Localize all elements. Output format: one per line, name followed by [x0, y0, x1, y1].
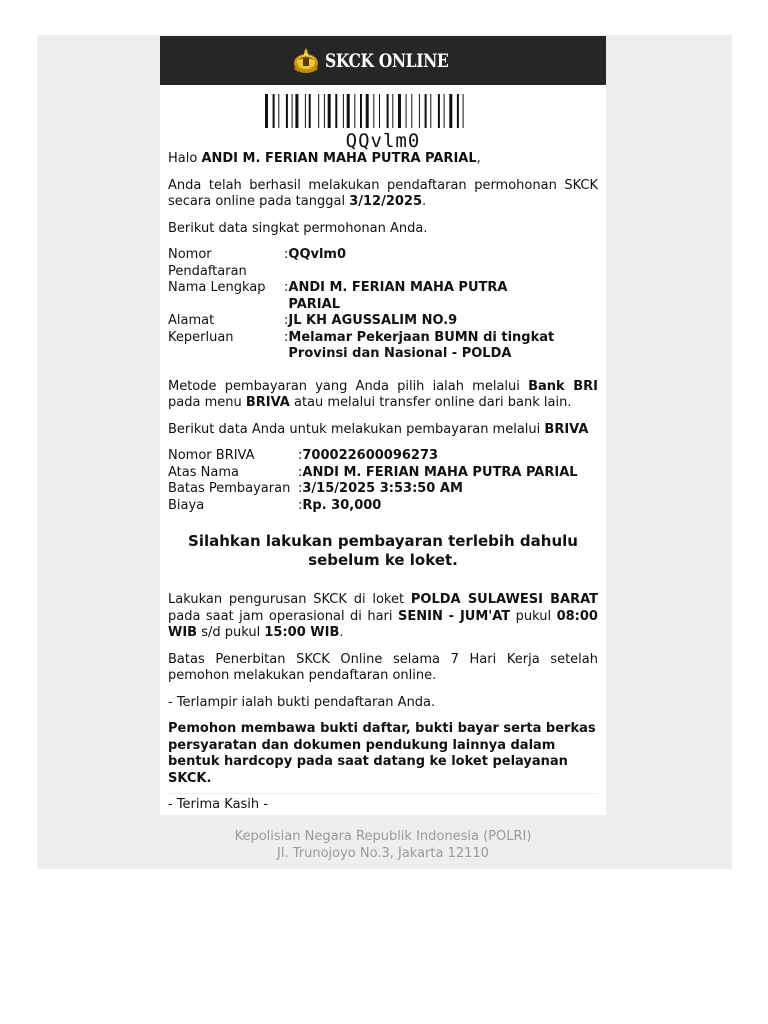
- office-hours-paragraph: Lakukan pengurusan SKCK di loket POLDA SULAWESI BARAT pada saat jam operasional di hari SENIN - JUM'AT pukul 08:00 WIB s/d pukul 15:00 WIB.: [168, 592, 599, 640]
- table-row: [168, 313, 560, 330]
- field-label: Alamat: [168, 313, 215, 328]
- table-row: [168, 330, 560, 363]
- field-separator: :: [284, 313, 289, 328]
- email-header: [160, 36, 606, 85]
- field-value: Melamar Pekerjaan BUMN di tingkat Provinsi dan Nasional - POLDA: [288, 329, 555, 361]
- field-label: Keperluan: [168, 329, 234, 345]
- field-value: 700022600096273: [302, 448, 439, 463]
- field-value: QQvlm0: [288, 247, 347, 262]
- table-row: [168, 498, 578, 515]
- barcode: [265, 94, 501, 128]
- table-row: [168, 481, 578, 498]
- table-row: [168, 247, 560, 280]
- attachment-note: - Terlampir ialah bukti pendaftaran Anda.: [168, 694, 436, 710]
- footer-organization: Kepolisian Negara Republik Indonesia (POLRI): [234, 829, 532, 844]
- field-label: Batas Pembayaran: [168, 481, 291, 496]
- field-value: ANDI M. FERIAN MAHA PUTRA PARIAL: [302, 464, 578, 480]
- divider: [168, 793, 598, 794]
- field-separator: :: [284, 247, 289, 262]
- validity-paragraph: Batas Penerbitan SKCK Online selama 7 Hari Kerja setelah pemohon melakukan pendaftaran online.: [168, 651, 598, 683]
- table-row: [168, 448, 578, 465]
- applicant-name: ANDI M. FERIAN MAHA PUTRA PARIAL: [201, 151, 477, 166]
- logo-text: SKCK ONLINE: [324, 49, 449, 72]
- barcode-text: QQvlm0: [345, 130, 421, 152]
- field-separator: :: [298, 497, 303, 513]
- field-label: Atas Nama: [168, 464, 239, 480]
- table-row: [168, 465, 578, 482]
- field-value: JL KH AGUSSALIM NO.9: [288, 313, 458, 328]
- field-separator: :: [298, 448, 303, 463]
- field-label: Biaya: [168, 497, 205, 513]
- field-separator: :: [284, 329, 289, 345]
- closing-note: - Terima Kasih -: [168, 797, 268, 812]
- table-row: [168, 280, 560, 313]
- field-value: ANDI M. FERIAN MAHA PUTRA PARIAL: [288, 280, 508, 312]
- payment-table: [168, 448, 578, 514]
- field-separator: :: [298, 464, 303, 480]
- field-label: Nomor BRIVA: [168, 448, 255, 463]
- police-emblem-icon: [291, 47, 321, 75]
- requirement-note: Pemohon membawa bukti daftar, bukti bayar serta berkas persyaratan dan dokumen pendukung lainnya dalam bentuk hardcopy pada saat datang ke loket pelayanan SKCK.: [168, 721, 596, 786]
- footer-address: Jl. Trunojoyo No.3, Jakarta 12110: [277, 846, 489, 861]
- field-label: Nomor Pendaftaran: [168, 247, 247, 279]
- field-value: 3/15/2025 3:53:50 AM: [302, 481, 463, 496]
- field-value: Rp. 30,000: [302, 497, 382, 513]
- field-separator: :: [284, 280, 289, 295]
- summary-heading: Berikut data singkat permohonan Anda.: [168, 220, 428, 236]
- email-body: [168, 151, 598, 824]
- email-footer: [160, 828, 606, 862]
- intro-paragraph: Anda telah berhasil melakukan pendaftaran permohonan SKCK secara online pada tanggal 3/12/2025.: [168, 177, 598, 209]
- greeting: Halo ANDI M. FERIAN MAHA PUTRA PARIAL,: [168, 151, 481, 166]
- registration-date: 3/12/2025: [349, 194, 423, 209]
- briva-heading: Berikut data Anda untuk melakukan pembayaran melalui BRIVA: [168, 421, 589, 437]
- field-separator: :: [298, 481, 303, 496]
- logo: [291, 47, 476, 75]
- field-label: Nama Lengkap: [168, 280, 266, 295]
- payment-method-paragraph: Metode pembayaran yang Anda pilih ialah melalui Bank BRI pada menu BRIVA atau melalui transfer online dari bank lain.: [168, 378, 598, 410]
- application-table: [168, 247, 560, 363]
- payment-call-to-action: Silahkan lakukan pembayaran terlebih dahulu sebelum ke loket.: [188, 532, 578, 569]
